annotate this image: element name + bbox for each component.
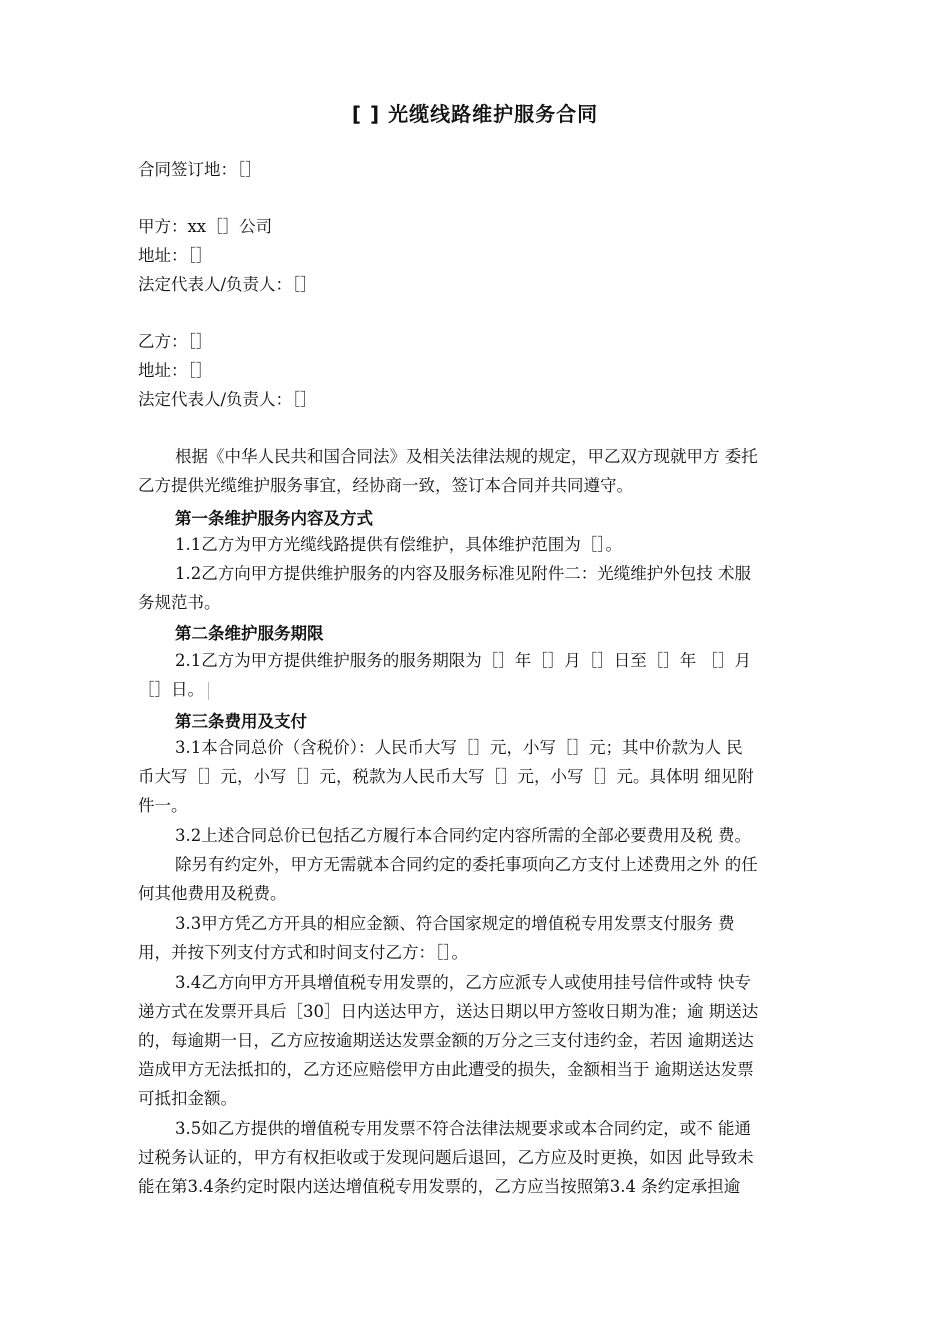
clause-3-5-line-2: 过税务认证的，甲方有权拒收或于发现问题后退回，乙方应及时更换，如因 此导致未 (138, 1148, 754, 1167)
clause-2-1-line-2 (138, 676, 209, 700)
clause-1-1: 1.1乙方为甲方光缆线路提供有偿维护，具体维护范围为［］。 (175, 535, 622, 554)
party-a: 甲方：xx［］公司 (138, 217, 273, 236)
clause-2-1-line-1: 2.1乙方为甲方提供维护服务的服务期限为［］年［］月［］日至［］年 ［］月 (175, 651, 751, 670)
clause-3-2-line-2: 除另有约定外，甲方无需就本合同约定的委托事项向乙方支付上述费用之外 的任 (175, 855, 758, 874)
clause-3-5-line-1: 3.5如乙方提供的增值税专用发票不符合法律法规要求或本合同约定，或不 能通 (175, 1119, 751, 1138)
clause-1-2-line-1: 1.2乙方向甲方提供维护服务的内容及服务标准见附件二：光缆维护外包技 术服 (175, 564, 751, 583)
clause-3-4-line-1: 3.4乙方向甲方开具增值税专用发票的，乙方应派专人或使用挂号信件或特 快专 (175, 973, 751, 992)
clause-3-3-line-2: 用，并按下列支付方式和时间支付乙方：［］。 (138, 943, 468, 962)
clause-3-4-line-5: 可抵扣金额。 (138, 1089, 237, 1108)
text-cursor-mark (208, 682, 209, 700)
party-a-address: 地址：［］ (138, 246, 213, 265)
clause-1-2-line-2: 务规范书。 (138, 593, 221, 612)
clause-3-2-line-1: 3.2上述合同总价已包括乙方履行本合同约定内容所需的全部必要费用及税 费。 (175, 826, 751, 845)
clause-3-4-line-4: 造成甲方无法抵扣的，乙方还应赔偿甲方由此遭受的损失，金额相当于 逾期送达发票 (138, 1060, 754, 1079)
intro-line-2: 乙方提供光缆维护服务事宜，经协商一致，签订本合同并共同遵守。 (138, 476, 633, 495)
article-3-title: 第三条费用及支付 (175, 712, 307, 731)
article-2-title: 第二条维护服务期限 (175, 624, 324, 643)
party-b: 乙方：［］ (138, 332, 213, 351)
clause-3-3-line-1: 3.3甲方凭乙方开具的相应金额、符合国家规定的增值税专用发票支付服务 费 (175, 914, 735, 933)
intro-line-1: 根据《中华人民共和国合同法》及相关法律法规的规定，甲乙双方现就甲方 委托 (175, 447, 758, 466)
clause-3-4-line-3: 的，每逾期一日，乙方应按逾期送达发票金额的万分之三支付违约金，若因 逾期送达 (138, 1031, 754, 1050)
article-1-title: 第一条维护服务内容及方式 (175, 509, 373, 528)
clause-3-1-line-3: 件一。 (138, 796, 188, 815)
clause-3-4-line-2: 递方式在发票开具后［30］日内送达甲方，送达日期以甲方签收日期为准；逾 期送达 (138, 1002, 759, 1021)
party-a-rep: 法定代表人/负责人：［］ (138, 275, 317, 294)
document-title: [ ] 光缆线路维护服务合同 (351, 102, 599, 126)
clause-2-1-line-2-text: ［］日。 (138, 680, 204, 699)
clause-3-1-line-2: 币大写［］元，小写［］元，税款为人民币大写［］元，小写［］元。具体明 细见附 (138, 767, 754, 786)
party-b-rep: 法定代表人/负责人：［］ (138, 390, 317, 409)
clause-3-5-line-3: 能在第3.4条约定时限内送达增值税专用发票的，乙方应当按照第3.4 条约定承担逾 (138, 1177, 741, 1196)
party-b-address: 地址：［］ (138, 361, 213, 380)
sign-place: 合同签订地：［］ (138, 160, 262, 179)
clause-3-1-line-1: 3.1本合同总价（含税价）：人民币大写［］元，小写［］元；其中价款为人 民 (175, 738, 743, 757)
clause-3-2-line-3: 何其他费用及税费。 (138, 884, 287, 903)
